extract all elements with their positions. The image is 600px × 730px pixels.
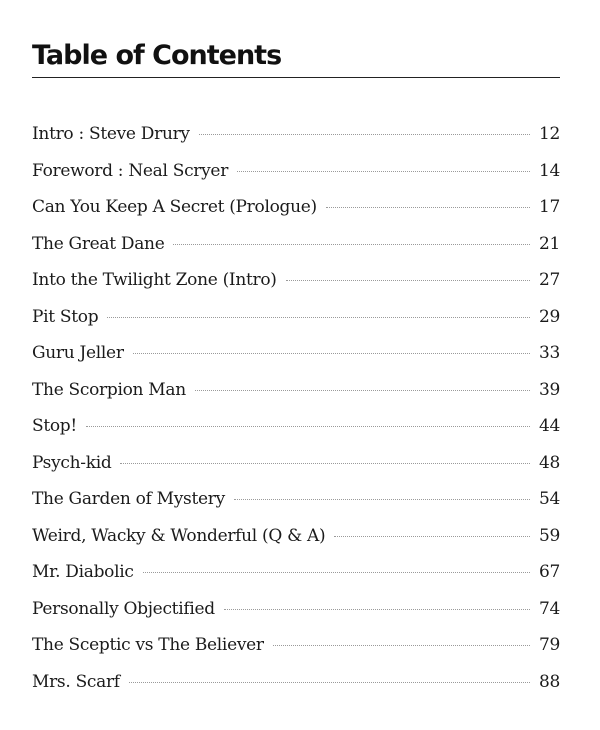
dot-leader [143,572,530,573]
toc-entry[interactable] [32,627,560,664]
toc-entry[interactable] [32,153,560,190]
toc-entry-page-number: 17 [538,197,560,217]
toc-entry[interactable] [32,591,560,628]
dot-leader [199,134,530,135]
toc-entry[interactable] [32,445,560,482]
toc-entry-page-number: 88 [538,671,560,692]
toc-entry-title[interactable]: Personally Objectified [32,598,215,619]
dot-leader [334,536,530,537]
page-title: Table of Contents [32,40,282,71]
toc-entry-title[interactable]: Pit Stop [32,306,99,327]
toc-entry-title[interactable]: The Scorpion Man [32,379,186,400]
toc-list [32,116,560,700]
toc-entry-title[interactable]: The Garden of Mystery [32,489,225,509]
toc-entry[interactable] [32,664,560,701]
toc-entry-page-number: 67 [538,562,560,582]
toc-entry[interactable] [32,335,560,372]
toc-entry-page-number: 39 [538,379,560,400]
toc-entry-title[interactable]: The Sceptic vs The Believer [32,635,264,655]
toc-entry-page-number: 59 [538,525,560,546]
dot-leader [224,609,530,610]
toc-entry-title[interactable]: Psych-kid [32,452,112,473]
toc-entry-title[interactable]: Foreword : Neal Scryer [32,160,229,181]
toc-entry-page-number: 29 [538,306,560,327]
toc-entry[interactable] [32,189,560,226]
toc-entry[interactable] [32,262,560,299]
dot-leader [120,463,530,464]
toc-entry[interactable] [32,408,560,445]
toc-entry[interactable] [32,518,560,555]
toc-entry[interactable] [32,299,560,336]
toc-entry-page-number: 79 [538,635,560,655]
toc-entry-page-number: 48 [538,452,560,473]
toc-entry[interactable] [32,481,560,518]
dot-leader [86,426,530,427]
dot-leader [195,390,530,391]
dot-leader [286,280,530,281]
toc-entry-title[interactable]: Weird, Wacky & Wonderful (Q & A) [32,525,326,546]
toc-entry-page-number: 33 [538,343,560,363]
toc-entry[interactable] [32,226,560,263]
toc-entry-page-number: 54 [538,489,560,509]
dot-leader [129,682,530,683]
toc-entry-page-number: 12 [538,124,560,144]
toc-entry-title[interactable]: The Great Dane [32,233,165,254]
toc-entry[interactable] [32,116,560,153]
toc-entry-page-number: 14 [538,160,560,181]
toc-entry-title[interactable]: Guru Jeller [32,343,124,363]
dot-leader [107,317,530,318]
toc-entry[interactable] [32,554,560,591]
toc-entry-title[interactable]: Can You Keep A Secret (Prologue) [32,197,317,217]
dot-leader [237,171,530,172]
toc-entry-page-number: 74 [538,598,560,619]
title-divider [32,77,560,78]
dot-leader [173,244,530,245]
dot-leader [326,207,530,208]
toc-entry-title[interactable]: Mr. Diabolic [32,562,134,582]
table-of-contents-page [32,38,560,700]
dot-leader [234,499,530,500]
toc-entry-title[interactable]: Into the Twilight Zone (Intro) [32,270,277,290]
toc-entry-page-number: 21 [538,233,560,254]
toc-entry-title[interactable]: Intro : Steve Drury [32,124,190,144]
toc-entry-page-number: 27 [538,270,560,290]
toc-entry-title[interactable]: Mrs. Scarf [32,671,120,692]
dot-leader [273,645,530,646]
toc-entry-page-number: 44 [538,416,560,436]
toc-entry[interactable] [32,372,560,409]
dot-leader [133,353,530,354]
toc-entry-title[interactable]: Stop! [32,416,77,436]
